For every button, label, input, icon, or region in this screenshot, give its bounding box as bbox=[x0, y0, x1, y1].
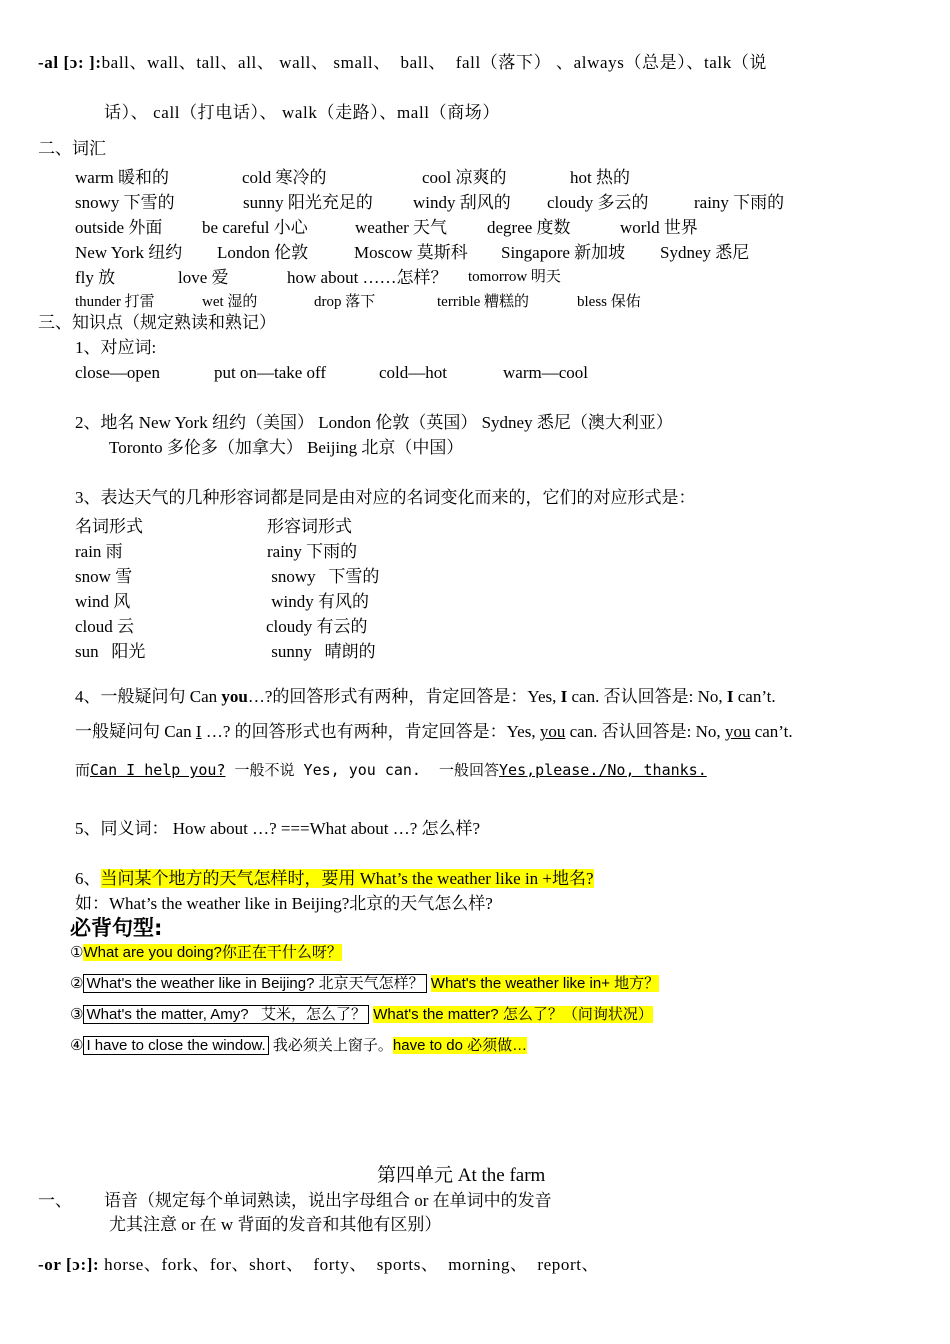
vocab-word: cold 寒冷的 bbox=[242, 168, 327, 187]
vocab-word: windy 刮风的 bbox=[413, 193, 511, 212]
phonics-al-words: ball、wall、tall、all、 wall、 small、 ball、 fall（落下） 、always（总是）、talk（说 bbox=[101, 53, 768, 72]
p3-title: 3、表达天气的几种形容词都是同是由对应的名词变化而来的，它们的对应形式是： bbox=[75, 488, 696, 507]
phonics-al-cont: 话）、 call（打电话）、 walk（走路）、mall（商场） bbox=[104, 103, 500, 122]
phonics-line2: 尤其注意 or 在 w 背面的发音和其他有区别） bbox=[109, 1215, 442, 1234]
phonics-section-num: 一、 bbox=[38, 1191, 72, 1210]
vocab-word: drop 落下 bbox=[314, 294, 376, 310]
antonym-pair: close—open bbox=[75, 363, 160, 382]
phonics-line1: 语音（规定每个单词熟读，说出字母组合 or 在单词中的发音 bbox=[104, 1191, 552, 1210]
p6-line: 6、当问某个地方的天气怎样时，要用 What’s the weather like in +地名? bbox=[75, 869, 594, 888]
unit-title: 第四单元 At the farm bbox=[377, 1165, 546, 1186]
phonics-or-words: horse、fork、for、short、 forty、 sports、 morning、 report、 bbox=[104, 1255, 600, 1274]
vocab-word: sunny 阳光充足的 bbox=[243, 193, 373, 212]
p2-line1: 2、地名 New York 纽约（美国） London 伦敦（英国） Sydney 悉尼（澳大利亚） bbox=[75, 413, 673, 432]
must-title: 必背句型: bbox=[70, 916, 163, 940]
points-heading: 三、知识点（规定熟读和熟记） bbox=[38, 313, 276, 332]
phonics-al-row bbox=[38, 52, 767, 74]
phonics-or-key: -or [ɔ:]: bbox=[38, 1255, 100, 1274]
vocab-word: world 世界 bbox=[620, 218, 698, 237]
vocab-word: thunder 打雷 bbox=[75, 294, 155, 310]
vocab-word: rainy 下雨的 bbox=[694, 193, 785, 212]
vocab-word: love 爱 bbox=[178, 268, 229, 287]
vocab-word: wet 湿的 bbox=[202, 294, 258, 310]
adj-form: rainy 下雨的 bbox=[267, 542, 358, 561]
noun-form: rain 雨 bbox=[75, 542, 123, 561]
vocab-word: London 伦敦 bbox=[217, 243, 309, 262]
antonym-pair: cold—hot bbox=[379, 363, 447, 382]
noun-form: sun 阳光 bbox=[75, 642, 146, 661]
must-item-1: ①What are you doing?你正在干什么呀？ bbox=[70, 944, 342, 961]
vocab-word: Singapore 新加坡 bbox=[501, 243, 626, 262]
vocab-word: New York 纽约 bbox=[75, 243, 183, 262]
antonym-pair: warm—cool bbox=[503, 363, 588, 382]
vocab-word: Sydney 悉尼 bbox=[660, 243, 750, 262]
vocab-word: bless 保佑 bbox=[577, 294, 641, 310]
phonics-al-key: -al [ɔ: ]: bbox=[38, 53, 102, 72]
p6-example: 如：What’s the weather like in Beijing?北京的天气怎么样? bbox=[75, 894, 493, 913]
vocab-word: cloudy 多云的 bbox=[547, 193, 649, 212]
vocab-word: hot 热的 bbox=[570, 168, 630, 187]
adj-form: snowy 下雪的 bbox=[267, 567, 380, 586]
p4-line3: 而Can I help you? 一般不说 Yes, you can. 一般回答Yes,please./No, thanks. bbox=[75, 761, 707, 779]
adj-form: sunny 晴朗的 bbox=[267, 642, 376, 661]
p1-title: 1、对应词: bbox=[75, 338, 157, 357]
p5-synonym: 5、同义词： How about …? ===What about …? 怎么样? bbox=[75, 819, 481, 838]
highlighted-rule: 当问某个地方的天气怎样时，要用 What’s the weather like in +地名? bbox=[100, 869, 594, 888]
vocab-word: warm 暖和的 bbox=[75, 168, 169, 187]
adj-form-header: 形容词形式 bbox=[267, 517, 352, 536]
vocab-word: tomorrow 明天 bbox=[468, 269, 561, 285]
p4-line1: 4、一般疑问句 Can you…?的回答形式有两种，肯定回答是：Yes, I can. 否认回答是: No, I can’t. bbox=[75, 687, 776, 706]
adj-form: cloudy 有云的 bbox=[266, 617, 368, 636]
vocab-word: snowy 下雪的 bbox=[75, 193, 175, 212]
p2-line2: Toronto 多伦多（加拿大） Beijing 北京（中国） bbox=[109, 438, 464, 457]
adj-form: windy 有风的 bbox=[267, 592, 369, 611]
noun-form: wind 风 bbox=[75, 592, 131, 611]
noun-form-header: 名词形式 bbox=[75, 517, 143, 536]
noun-form: cloud 云 bbox=[75, 617, 135, 636]
vocab-word: fly 放 bbox=[75, 268, 116, 287]
vocab-word: degree 度数 bbox=[487, 218, 571, 237]
must-item-3: ③ What's the matter, Amy? 艾米，怎么了？ What's the matter? 怎么了？（问询状况） bbox=[70, 1006, 653, 1023]
p4-line2: 一般疑问句 Can I …? 的回答形式也有两种，肯定回答是：Yes, you can. 否认回答是: No, you can’t. bbox=[75, 722, 793, 741]
phonics-or-row bbox=[38, 1254, 599, 1276]
vocab-word: weather 天气 bbox=[355, 218, 448, 237]
must-item-4: ④ I have to close the window. 我必须关上窗子。have to do 必须做… bbox=[70, 1037, 528, 1054]
must-item-2: ② What's the weather like in Beijing? 北京天气怎样？ What's the weather like in+ 地方？ bbox=[70, 975, 660, 992]
vocab-word: cool 凉爽的 bbox=[422, 168, 507, 187]
vocab-word: terrible 糟糕的 bbox=[437, 294, 530, 310]
vocab-word: Moscow 莫斯科 bbox=[354, 243, 468, 262]
vocab-heading: 二、词汇 bbox=[38, 139, 106, 158]
antonym-pair: put on—take off bbox=[214, 363, 327, 382]
vocab-word: how about ……怎样？ bbox=[287, 268, 448, 287]
vocab-word: outside 外面 bbox=[75, 218, 163, 237]
vocab-word: be careful 小心 bbox=[202, 218, 308, 237]
noun-form: snow 雪 bbox=[75, 567, 133, 586]
